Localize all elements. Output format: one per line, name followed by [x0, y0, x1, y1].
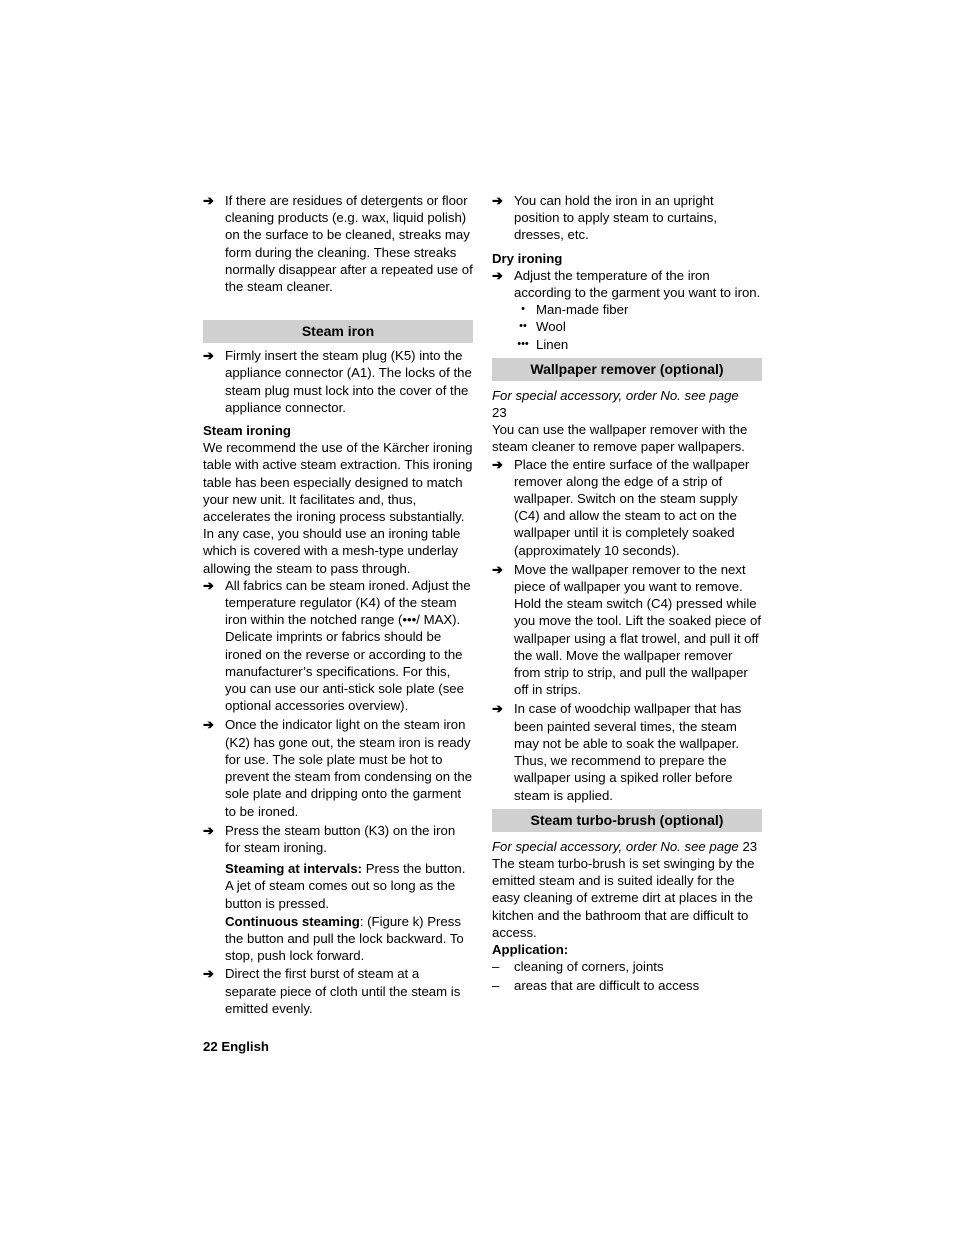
right-column	[492, 192, 762, 995]
instruction-item: ➔ All fabrics can be steam ironed. Adjust the temperature regulator (K4) of the steam iron within the notched range (•••/ MAX). Delicate imprints or fabrics should be ironed on the reverse or according to the manufacturer’s specifications. For this, you can use our anti-stick sole plate (see optional accessories overview).	[203, 577, 471, 714]
left-column	[203, 192, 473, 1017]
application-item: – areas that are difficult to access	[492, 978, 700, 994]
instruction-item: ➔ Firmly insert the steam plug (K5) into the appliance connector (A1). The locks of the steam plug must lock into the cover of the appliance connector.	[203, 348, 472, 415]
right-arrow-icon: ➔	[203, 193, 214, 208]
right-arrow-icon: ➔	[203, 966, 214, 982]
paragraph: The steam turbo-brush is set swinging by the emitted steam and is suited ideally for the easy cleaning of extreme dirt at places in the kitchen and the bathroom that are difficult to access.	[492, 855, 755, 940]
right-arrow-icon: ➔	[203, 577, 214, 593]
page-footer: 22 English	[203, 1039, 269, 1054]
section-heading-steam-iron: Steam iron	[203, 320, 473, 343]
steaming-intervals: Steaming at intervals: Press the button. A jet of steam comes out so long as the button is pressed.	[225, 861, 466, 911]
instruction-item: ➔ Direct the first burst of steam at a separate piece of cloth until the steam is emitted evenly.	[203, 966, 461, 1016]
dash-icon: –	[492, 978, 500, 994]
dots-icon: •	[521, 303, 525, 316]
right-arrow-icon: ➔	[492, 267, 503, 283]
subheading-dry-ironing: Dry ironing	[492, 250, 563, 266]
instruction-item: ➔ Adjust the temperature of the iron according to the garment you want to iron. • Man-made fiber •• Wool ••• Linen	[492, 267, 761, 352]
accessory-note: For special accessory, order No. see page 23	[492, 838, 758, 854]
dots-icon: •••	[517, 337, 529, 350]
setting-item: • Man-made fiber	[514, 301, 762, 318]
right-arrow-icon: ➔	[492, 561, 503, 577]
instruction-item: ➔ In case of woodchip wallpaper that has been painted several times, the steam may not be able to soak the wallpaper. Thus, we recommend to prepare the wallpaper using a spiked roller before steam is applied.	[492, 701, 742, 803]
instruction-item: ➔ If there are residues of detergents or floor cleaning products (e.g. wax, liquid polish) on the surface to be cleaned, streaks may form during the cleaning. These streaks normally disappear after a repeated use of the steam cleaner.	[203, 193, 473, 295]
right-arrow-icon: ➔	[492, 701, 503, 717]
right-arrow-icon: ➔	[203, 717, 214, 733]
instruction-item: ➔ Press the steam button (K3) on the iron for steam ironing. Steaming at intervals: Press the button. A jet of steam comes out so long as the button is pressed. Continuous steaming: (Figure k) Press the button and pull the lock backward. To stop, push lock forward.	[203, 822, 473, 965]
section-heading-turbo-brush: Steam turbo-brush (optional)	[492, 809, 762, 832]
right-arrow-icon: ➔	[203, 822, 214, 838]
instruction-item: ➔ Place the entire surface of the wallpaper remover along the edge of a strip of wallpaper. Switch on the steam supply (C4) and allow the steam to act on the wallpaper until it is completely soaked (approximately 10 seconds).	[492, 456, 750, 558]
right-arrow-icon: ➔	[492, 456, 503, 472]
application-item: – cleaning of corners, joints	[492, 959, 664, 975]
paragraph: We recommend the use of the Kärcher ironing table with active steam extraction. This ironing table has been especially designed to match your new unit. It facilitates and, thus, accelerates the ironing process substantially. In any case, you should use an ironing table which is covered with a mesh-type underlay allowing the steam to pass through.	[203, 440, 473, 576]
continuous-steaming: Continuous steaming: (Figure k) Press the button and pull the lock backward. To stop, push lock forward.	[225, 913, 464, 964]
subheading-application: Application:	[492, 941, 569, 957]
instruction-item: ➔ Once the indicator light on the steam iron (K2) has gone out, the steam iron is ready for use. The sole plate must be hot to prevent the steam from condensing on the sole plate and dripping onto the garment to be ironed.	[203, 717, 473, 819]
setting-item: ••• Linen	[514, 336, 762, 353]
subheading-steam-ironing: Steam ironing	[203, 423, 291, 439]
instruction-item: ➔ Move the wallpaper remover to the next piece of wallpaper you want to remove. Hold the steam switch (C4) pressed while you move the tool. Lift the soaked piece of wallpaper using a flat trowel, and pull it off the wall. Move the wallpaper remover from strip to strip, and pull the wallpaper off in strips.	[492, 561, 762, 698]
accessory-note: For special accessory, order No. see page 23	[492, 387, 739, 421]
dash-icon: –	[492, 959, 500, 975]
section-heading-wallpaper-remover: Wallpaper remover (optional)	[492, 358, 762, 381]
setting-item: •• Wool	[514, 318, 762, 335]
right-arrow-icon: ➔	[492, 193, 503, 208]
dots-icon: ••	[519, 320, 527, 333]
instruction-item: ➔ You can hold the iron in an upright position to apply steam to curtains, dresses, etc.	[492, 193, 718, 243]
right-arrow-icon: ➔	[203, 348, 214, 364]
paragraph: You can use the wallpaper remover with the steam cleaner to remove paper wallpapers.	[492, 422, 748, 455]
